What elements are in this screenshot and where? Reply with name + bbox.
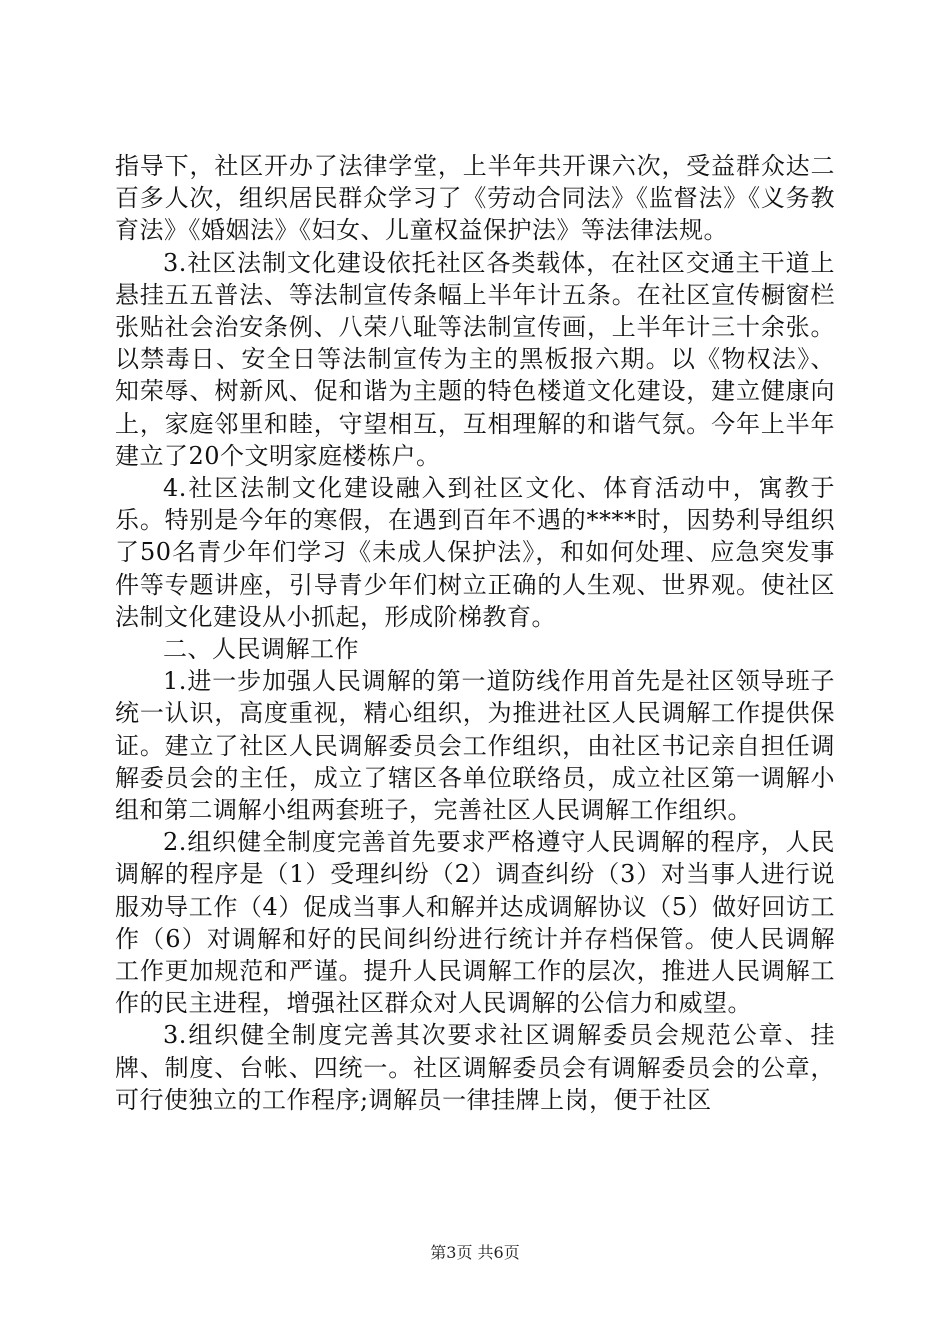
paragraph-mediation-1: 1.进一步加强人民调解的第一道防线作用首先是社区领导班子统一认识，高度重视，精心组织，为推进社区人民调解工作提供保证。建立了社区人民调解委员会工作组织，由社区书记亲自担任调解委员会的主任，成立了辖区各单位联络员，成立社区第一调解小组和第二调解小组两套班子，完善社区人民调解工作组织。 [115,667,835,825]
paragraph-mediation-2: 2.组织健全制度完善首先要求严格遵守人民调解的程序，人民调解的程序是（1）受理纠纷（2）调查纠纷（3）对当事人进行说服劝导工作（4）促成当事人和解并达成调解协议（5）做好回访工作（6）对调解和好的民间纠纷进行统计并存档保管。使人民调解工作更加规范和严谨。提升人民调解工作的层次，推进人民调解工作的民主进程，增强社区群众对人民调解的公信力和威望。 [115,828,835,1018]
section-heading-mediation: 二、人民调解工作 [163,635,359,664]
paragraph-mediation-3: 3.组织健全制度完善其次要求社区调解委员会规范公章、挂牌、制度、台帐、四统一。社区调解委员会有调解委员会的公章，可行使独立的工作程序;调解员一律挂牌上岗，便于社区 [115,1021,835,1114]
paragraph-item-3-publicity: 3.社区法制文化建设依托社区各类载体，在社区交通主干道上悬挂五五普法、等法制宣传条幅上半年计五条。在社区宣传橱窗栏张贴社会治安条例、八荣八耻等法制宣传画，上半年计三十余张。以禁毒日、安全日等法制宣传为主的黑板报六期。以《物权法》、知荣辱、树新风、促和谐为主题的特色楼道文化建设，建立健康向上，家庭邻里和睦，守望相互，互相理解的和谐气氛。今年上半年建立了20个文明家庭楼栋户。 [115,248,835,470]
document-body [115,150,835,1116]
page-number-footer: 第3页 共6页 [430,1243,520,1262]
paragraph-item-4-youth: 4.社区法制文化建设融入到社区文化、体育活动中，寓教于乐。特别是今年的寒假，在遇到百年不遇的****时，因势利导组织了50名青少年们学习《未成人保护法》，和如何处理、应急突发事件等专题讲座，引导青少年们树立正确的人生观、世界观。使社区法制文化建设从小抓起，形成阶梯教育。 [115,474,835,631]
paragraph-continuation: 指导下，社区开办了法律学堂，上半年共开课六次，受益群众达二百多人次，组织居民群众学习了《劳动合同法》《监督法》《义务教育法》《婚姻法》《妇女、儿童权益保护法》等法律法规。 [115,152,835,245]
